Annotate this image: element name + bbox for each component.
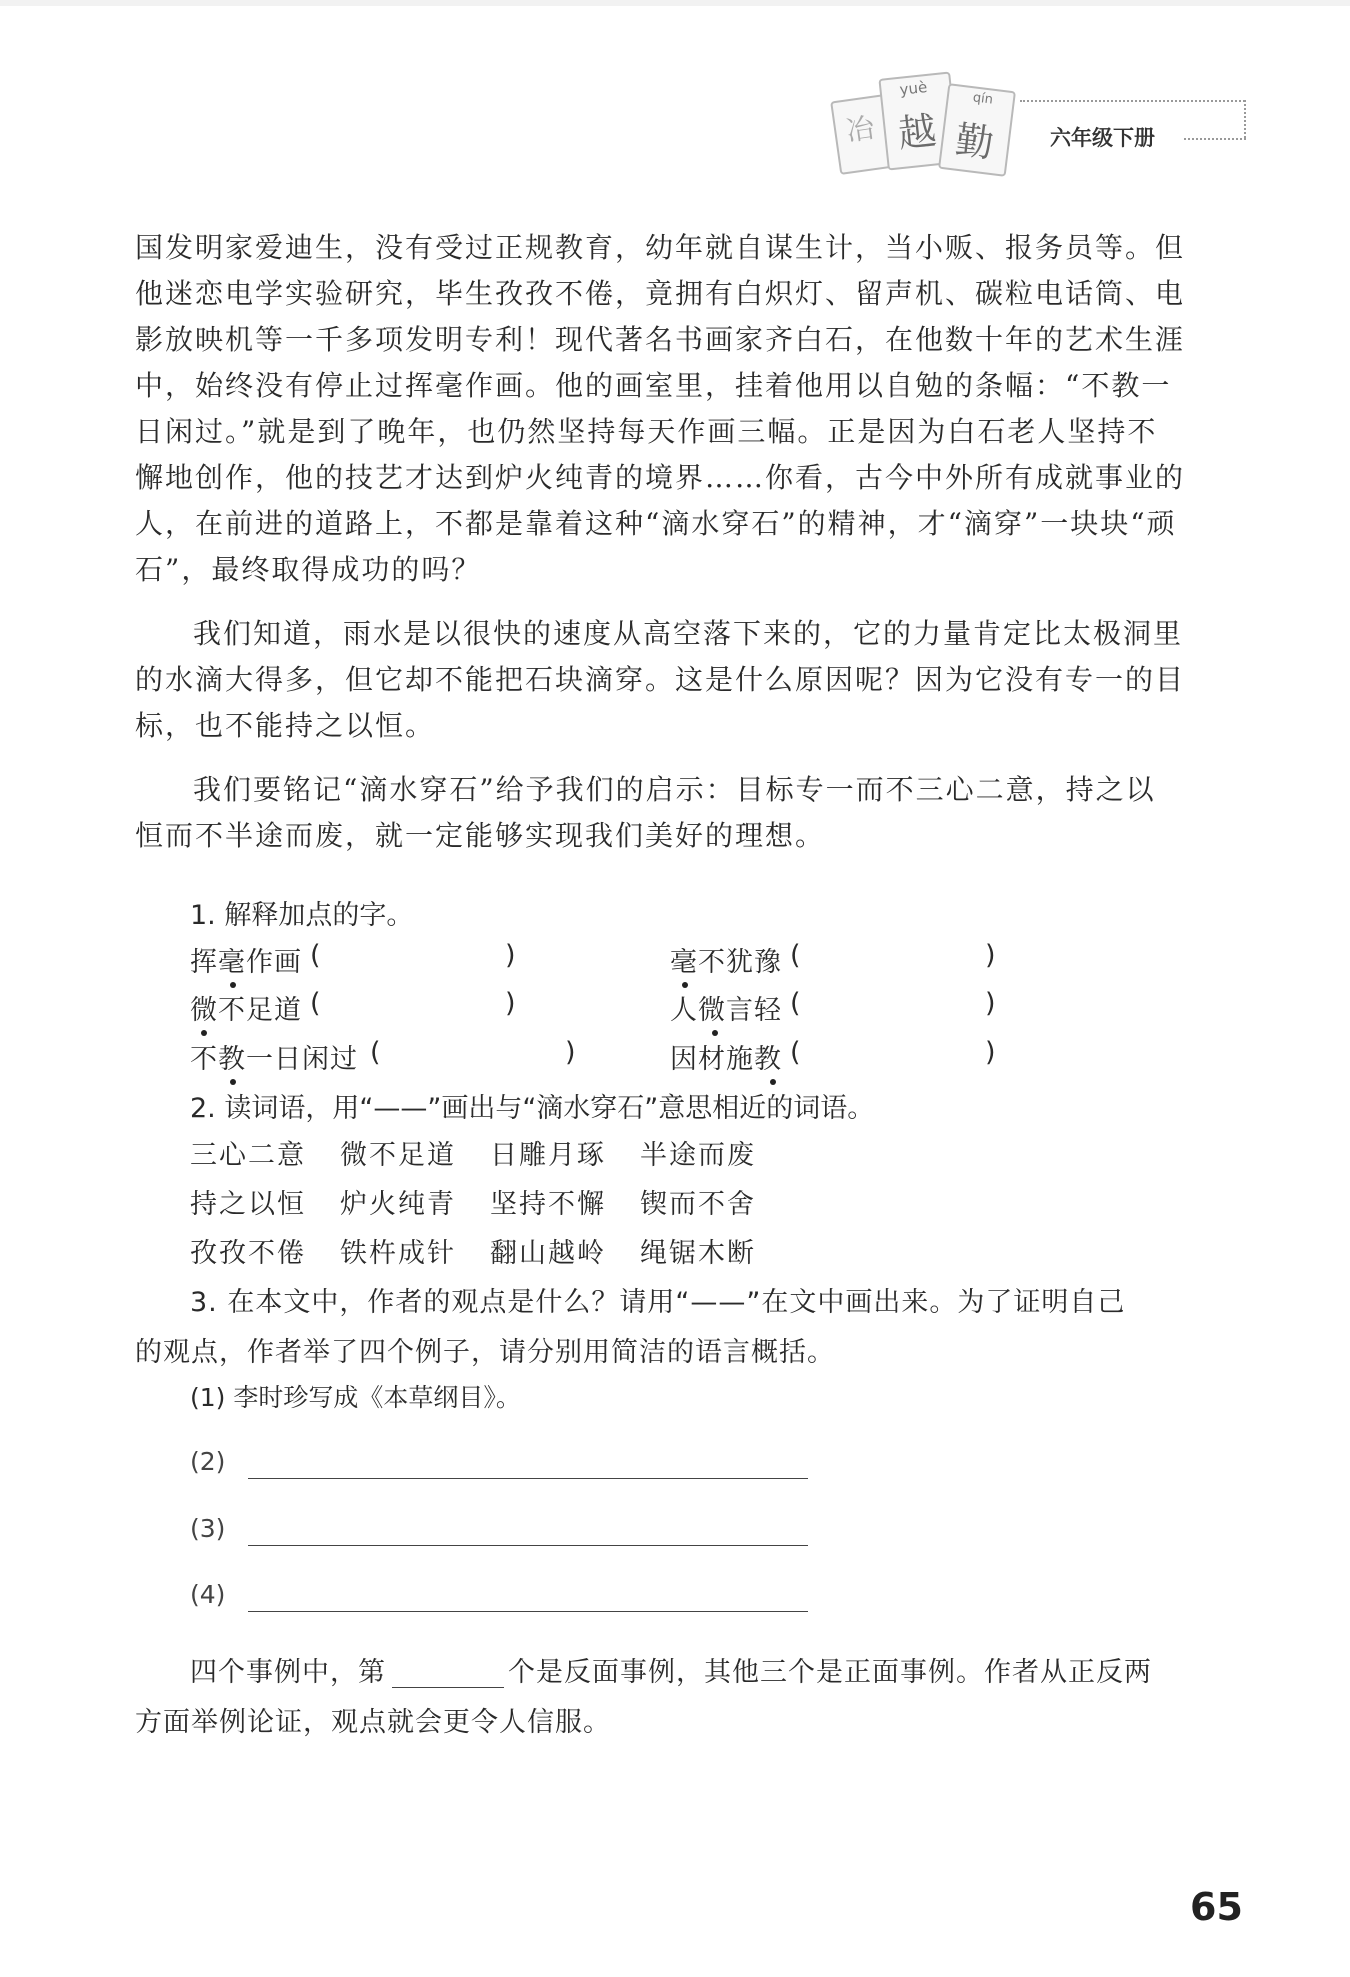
badge-card-right xyxy=(938,83,1016,177)
q1-word-2: 毫不犹豫 xyxy=(670,947,782,978)
q1-word-1: 挥毫作画 xyxy=(190,947,302,978)
q3-answer-line-3[interactable] xyxy=(248,1545,808,1546)
q2-word: 半途而废 xyxy=(640,1140,756,1171)
q1-open-paren-6: ( xyxy=(790,1037,801,1068)
q3-answer-line-4[interactable] xyxy=(248,1611,808,1612)
q3-summary-part-b: 个是反面事例，其他三个是正面事例。作者从正反两 xyxy=(508,1657,1152,1688)
q2-word: 三心二意 xyxy=(190,1140,306,1171)
question-1-prompt: 1. 解释加点的字。 xyxy=(190,900,414,931)
q1-open-paren-2: ( xyxy=(790,940,801,971)
q2-word: 持之以恒 xyxy=(190,1189,306,1220)
badge-pinyin-center: yuè xyxy=(898,78,929,99)
question-3-prompt-line-2: 的观点，作者举了四个例子，请分别用简洁的语言概括。 xyxy=(135,1337,835,1368)
passage-paragraph-3: 我们要铭记“滴水穿石”给予我们的启示：目标专一而不三心二意，持之以恒而不半途而废，就一定能够实现我们美好的理想。 xyxy=(135,773,1156,852)
q2-word: 锲而不舍 xyxy=(640,1189,756,1220)
reading-passage xyxy=(135,225,1185,859)
q3-summary-blank[interactable] xyxy=(392,1687,504,1688)
q1-word-6: 因材施教 xyxy=(670,1044,782,1075)
header-badge xyxy=(835,75,1020,180)
q3-summary-line-2: 方面举例论证，观点就会更令人信服。 xyxy=(135,1707,611,1738)
question-3-prompt-line-1: 3. 在本文中，作者的观点是什么？请用“——”在文中画出来。为了证明自己 xyxy=(190,1287,1126,1318)
emphasis-dot xyxy=(712,1030,718,1036)
q3-label-2: (2) xyxy=(190,1447,226,1476)
q3-example-1: (1) 李时珍写成《本草纲目》。 xyxy=(190,1383,521,1412)
q3-summary-part-a: 四个事例中，第 xyxy=(190,1657,386,1688)
q1-word-4: 人微言轻 xyxy=(670,995,782,1026)
q1-word-5: 不教一日闲过 xyxy=(190,1044,358,1075)
header-dotted-rule-top xyxy=(1020,100,1245,102)
header-dotted-rule-bottom xyxy=(1184,138,1246,140)
header-dotted-rule-side xyxy=(1244,100,1246,138)
badge-pinyin-right: qín xyxy=(971,90,994,108)
page-top-edge xyxy=(0,0,1350,6)
q1-close-paren-2: ) xyxy=(985,940,996,971)
passage-paragraph-2: 我们知道，雨水是以很快的速度从高空落下来的，它的力量肯定比太极洞里的水滴大得多，但它却不能把石块滴穿。这是什么原因呢？因为它没有专一的目标，也不能持之以恒。 xyxy=(135,617,1186,742)
q2-word: 日雕月琢 xyxy=(490,1140,606,1171)
q2-word: 绳锯木断 xyxy=(640,1238,756,1269)
q2-word: 微不足道 xyxy=(340,1140,456,1171)
q2-word: 孜孜不倦 xyxy=(190,1238,306,1269)
badge-char-right: 勤 xyxy=(953,117,997,166)
q3-answer-line-2[interactable] xyxy=(248,1478,808,1479)
emphasis-dot xyxy=(201,1030,207,1036)
q3-label-4: (4) xyxy=(190,1580,226,1609)
q2-word: 坚持不懈 xyxy=(490,1189,606,1220)
grade-label: 六年级下册 xyxy=(1050,126,1155,150)
badge-char-center: 越 xyxy=(895,108,939,157)
q1-word-3: 微不足道 xyxy=(190,995,302,1026)
badge-char-left: 冶 xyxy=(844,110,877,148)
emphasis-dot xyxy=(230,1079,236,1085)
passage-paragraph-1: 国发明家爱迪生，没有受过正规教育，幼年就自谋生计，当小贩、报务员等。但他迷恋电学实验研究，毕生孜孜不倦，竟拥有白炽灯、留声机、碳粒电话筒、电影放映机等一千多项发明专利！现代著名书画家齐白石，在他数十年的艺术生涯中，始终没有停止过挥毫作画。他的画室里，挂着他用以自勉的条幅：“不教一日闲过。”就是到了晚年，也仍然坚持每天作画三幅。正是因为白石老人坚持不懈地创作，他的技艺才达到炉火纯青的境界……你看，古今中外所有成就事业的人，在前进的道路上，不都是靠着这种“滴水穿石”的精神，才“滴穿”一块块“顽石”，最终取得成功的吗？ xyxy=(135,231,1186,586)
q1-open-paren-5: ( xyxy=(370,1037,381,1068)
q1-close-paren-6: ) xyxy=(985,1037,996,1068)
q1-close-paren-1: ) xyxy=(505,940,516,971)
q3-label-3: (3) xyxy=(190,1514,226,1543)
q2-word: 翻山越岭 xyxy=(490,1238,606,1269)
question-2-prompt: 2. 读词语，用“——”画出与“滴水穿石”意思相近的词语。 xyxy=(190,1093,875,1124)
q1-close-paren-4: ) xyxy=(985,988,996,1019)
q1-close-paren-5: ) xyxy=(565,1037,576,1068)
q2-word: 炉火纯青 xyxy=(340,1189,456,1220)
q1-open-paren-4: ( xyxy=(790,988,801,1019)
page-number: 65 xyxy=(1190,1885,1243,1929)
q2-word: 铁杵成针 xyxy=(340,1238,456,1269)
q1-open-paren-3: ( xyxy=(310,988,321,1019)
q1-open-paren-1: ( xyxy=(310,940,321,971)
q1-close-paren-3: ) xyxy=(505,988,516,1019)
emphasis-dot xyxy=(770,1079,776,1085)
